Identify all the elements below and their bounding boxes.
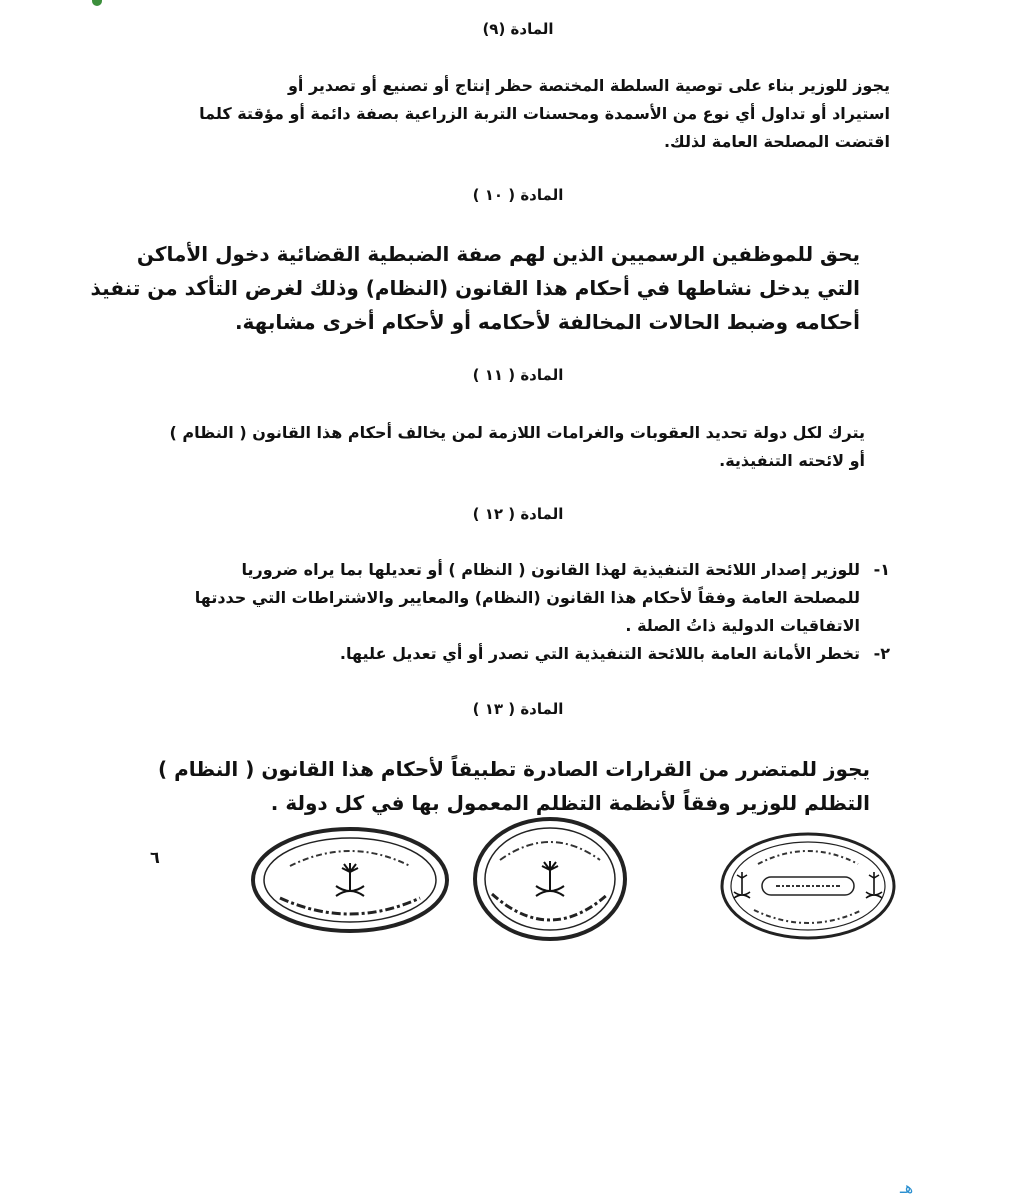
article-11-heading: المادة ( ١١ ) xyxy=(472,366,564,384)
article-12-heading: المادة ( ١٢ ) xyxy=(472,505,564,523)
palm-swords-emblem-icon xyxy=(336,863,364,896)
article-9-text xyxy=(150,72,890,156)
corner-text: هـ xyxy=(900,1178,914,1197)
page-number: ٦ xyxy=(150,848,160,867)
article-12-item-1-line: للمصلحة العامة وفقاً لأحكام هذا القانون (النظام) والمعايير والاشتراطات التي حددتها xyxy=(194,588,860,607)
article-11-text xyxy=(150,419,865,475)
article-9-heading: المادة (٩) xyxy=(482,20,554,38)
item-number: ١- xyxy=(873,560,890,579)
article-13-line: يجوز للمتضرر من القرارات الصادرة تطبيقاً لأحكام هذا القانون ( النظام ) xyxy=(157,757,870,781)
article-13-line: التظلم للوزير وفقاً لأنظمة التظلم المعمول بها في كل دولة . xyxy=(270,791,870,815)
article-13-heading: المادة ( ١٣ ) xyxy=(472,700,564,718)
article-10-heading: المادة ( ١٠ ) xyxy=(472,186,564,204)
article-12-item-1-line: الاتفاقيات الدولية ذاتُ الصلة . xyxy=(625,616,860,635)
general-secretariat-seal xyxy=(470,814,630,944)
article-12-item-2-line: ٢-تخطر الأمانة العامة باللائحة التنفيذية التي تصدر أو أي تعديل عليها. xyxy=(150,640,890,668)
true-copy-seal xyxy=(718,830,898,942)
article-10-text xyxy=(90,237,860,339)
item-number: ٢- xyxy=(873,644,890,663)
palm-swords-emblem-icon xyxy=(536,861,564,896)
experts-commission-seal xyxy=(250,826,450,934)
corner-mark xyxy=(92,0,102,6)
article-10-line: أحكامه وضبط الحالات المخالفة لأحكامه أو لأحكام أخرى مشابهة. xyxy=(234,310,860,334)
article-10-line: يحق للموظفين الرسميين الذين لهم صفة الضبطية القضائية دخول الأماكن xyxy=(136,242,860,266)
article-12-items xyxy=(150,556,890,668)
palm-swords-emblem-icon xyxy=(734,872,750,898)
article-12-item-1-line: ١-للوزير إصدار اللائحة التنفيذية لهذا القانون ( النظام ) أو تعديلها بما يراه ضروريا xyxy=(150,556,890,584)
palm-swords-emblem-icon xyxy=(866,872,882,898)
article-9-line: يجوز للوزير بناء على توصية السلطة المختصة حظر إنتاج أو تصنيع أو تصدير أو xyxy=(287,76,890,95)
article-11-line: يترك لكل دولة تحديد العقوبات والغرامات اللازمة لمن يخالف أحكام هذا القانون ( النظام ) xyxy=(169,423,865,442)
article-11-line: أو لائحته التنفيذية. xyxy=(719,451,865,470)
article-9-line: اقتضت المصلحة العامة لذلك. xyxy=(663,132,890,151)
article-9-line: استيراد أو تداول أي نوع من الأسمدة ومحسنات التربة الزراعية بصفة دائمة أو مؤقتة كلما xyxy=(199,104,890,123)
article-13-text xyxy=(150,752,870,820)
article-10-line: التي يدخل نشاطها في أحكام هذا القانون (النظام) وذلك لغرض التأكد من تنفيذ xyxy=(90,276,860,300)
